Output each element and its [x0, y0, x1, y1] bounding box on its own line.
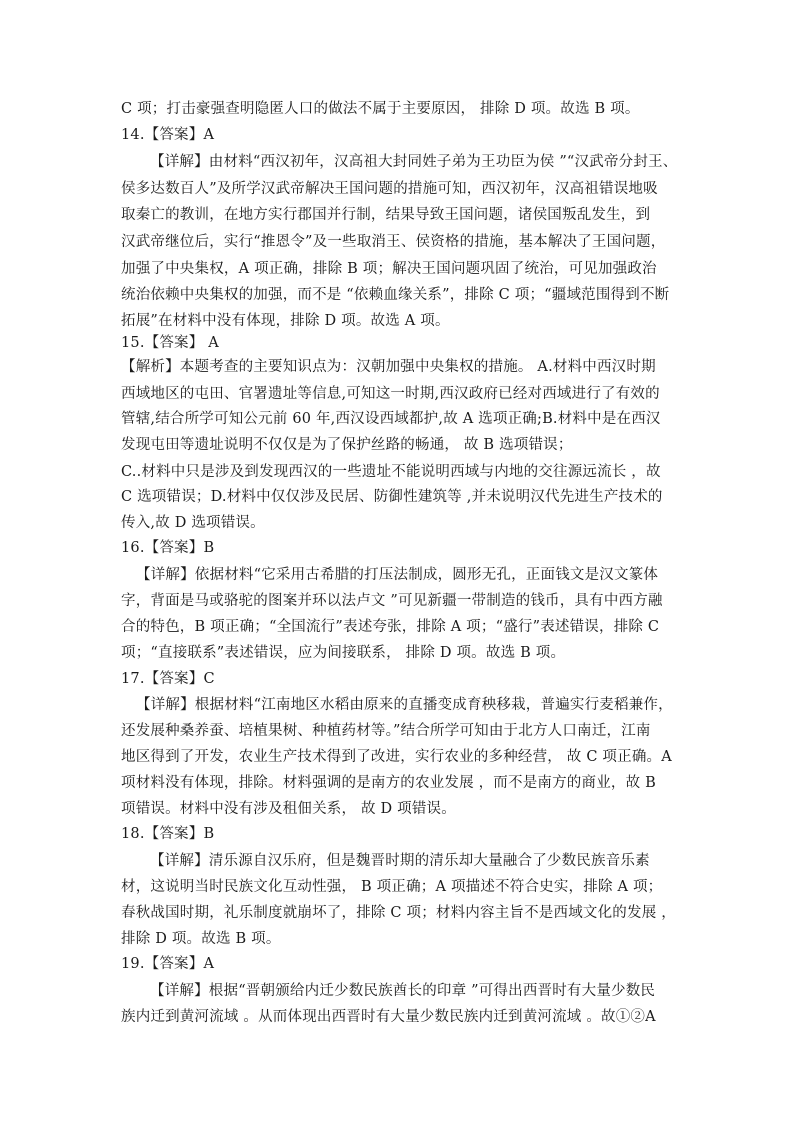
text-line: 【详解】清乐源自汉乐府，但是魏晋时期的清乐却大量融合了少数民族音乐素 — [150, 853, 650, 869]
text-line: 侯多达数百人”及所学汉武帝解决王国问题的措施可知，西汉初年，汉高祖错误地吸 — [121, 181, 658, 197]
text-line: 春秋战国时期，礼乐制度就崩坏了，排除 C 项；材料内容主旨不是西域文化的发展 ， — [121, 905, 676, 921]
text-line: 项；“直接联系”表述错误，应为间接联系， 排除 D 项。故选 B 项。 — [121, 645, 566, 661]
text-line: 发现屯田等遗址说明不仅仅是为了保护丝路的畅通， 故 B 选项错误； — [121, 437, 573, 453]
text-line: 【详解】根据“晋朝颁给内迁少数民族酋长的印章 ”可得出西晋时有大量少数民 — [150, 983, 656, 999]
answer-heading-16: 16.【答案】B — [121, 540, 215, 556]
text-line: 【详解】根据材料“江南地区水稻由原来的直播变成育秧移栽，普遍实行麦稻兼作， — [136, 697, 673, 713]
text-line: 项材料没有体现，排除。材料强调的是南方的农业发展 ，而不是南方的商业，故 B — [121, 775, 656, 791]
answer-heading-19: 19.【答案】A — [121, 956, 215, 972]
text-line: 拓展”在材料中没有体现，排除 D 项。故选 A 项。 — [121, 313, 450, 329]
text-line: 项错误。材料中没有涉及租佃关系， 故 D 项错误。 — [121, 801, 456, 817]
text-line: 族内迁到黄河流域 。从而体现出西晋时有大量少数民族内迁到黄河流域 。故①②A — [121, 1009, 656, 1025]
text-line: 传入,故 D 选项错误。 — [121, 515, 265, 531]
text-line: 取秦亡的教训，在地方实行郡国并行制，结果导致王国问题，诸侯国叛乱发生，到 — [121, 207, 651, 223]
text-line: 汉武帝继位后，实行“推恩令”及一些取消王、侯资格的措施，基本解决了王国问题， — [121, 234, 666, 250]
text-line: C 选项错误；D.材料中仅仅涉及民居、防御性建筑等 ,并未说明汉代先进生产技术的 — [121, 489, 663, 505]
answer-heading-14: 14.【答案】A — [121, 127, 215, 143]
text-line: 【详解】依据材料“它采用古希腊的打压法制成，圆形无孔，正面钱文是汉文篆体 — [136, 567, 659, 583]
text-line: 西域地区的屯田、官署遗址等信息,可知这一时期,西汉政府已经对西域进行了有效的 — [121, 386, 660, 402]
text-line: 【解析】本题考查的主要知识点为：汉朝加强中央集权的措施。 A.材料中西汉时期 — [121, 359, 656, 375]
text-line: 合的特色，B 项正确；“全国流行”表述夸张，排除 A 项；“盛行”表述错误，排除 C — [121, 619, 660, 635]
text-line: 排除 D 项。故选 B 项。 — [121, 931, 281, 947]
text-line: 地区得到了开发，农业生产技术得到了改进，实行农业的多种经营， 故 C 项正确。A — [121, 749, 672, 765]
text-line: 还发展种桑养蚕、培植果树、种植药材等。”结合所学可知由于北方人口南迁，江南 — [121, 723, 651, 739]
answer-heading-17: 17.【答案】C — [121, 671, 215, 687]
text-line: 【详解】由材料“西汉初年，汉高祖大封同姓子弟为王功臣为侯 ”“汉武帝分封王、 — [150, 154, 678, 170]
text-line: C 项；打击豪强查明隐匿人口的做法不属于主要原因， 排除 D 项。故选 B 项。 — [121, 101, 640, 117]
answer-heading-18: 18.【答案】B — [121, 826, 215, 842]
text-line: 加强了中央集权，A 项正确，排除 B 项；解决王国问题巩固了统治，可见加强政治 — [121, 261, 657, 277]
text-line: 管辖,结合所学可知公元前 60 年,西汉设西域都护,故 A 选项正确;B.材料中是在西汉 — [121, 411, 661, 427]
text-line: 字，背面是马或骆驼的图案并环以法卢文 ”可见新疆一带制造的钱币，具有中西方融 — [121, 593, 663, 609]
text-line: C..材料中只是涉及到发现西汉的一些遗址不能说明西域与内地的交往源远流长 ，故 — [121, 464, 661, 480]
text-line: 统治依赖中央集权的加强，而不是 “依赖血缘关系”，排除 C 项；“疆域范围得到不断 — [121, 287, 670, 303]
text-line: 材，这说明当时民族文化互动性强， B 项正确；A 项描述不符合史实，排除 A 项； — [121, 879, 663, 895]
answer-heading-15: 15.【答案】 A — [121, 335, 219, 351]
